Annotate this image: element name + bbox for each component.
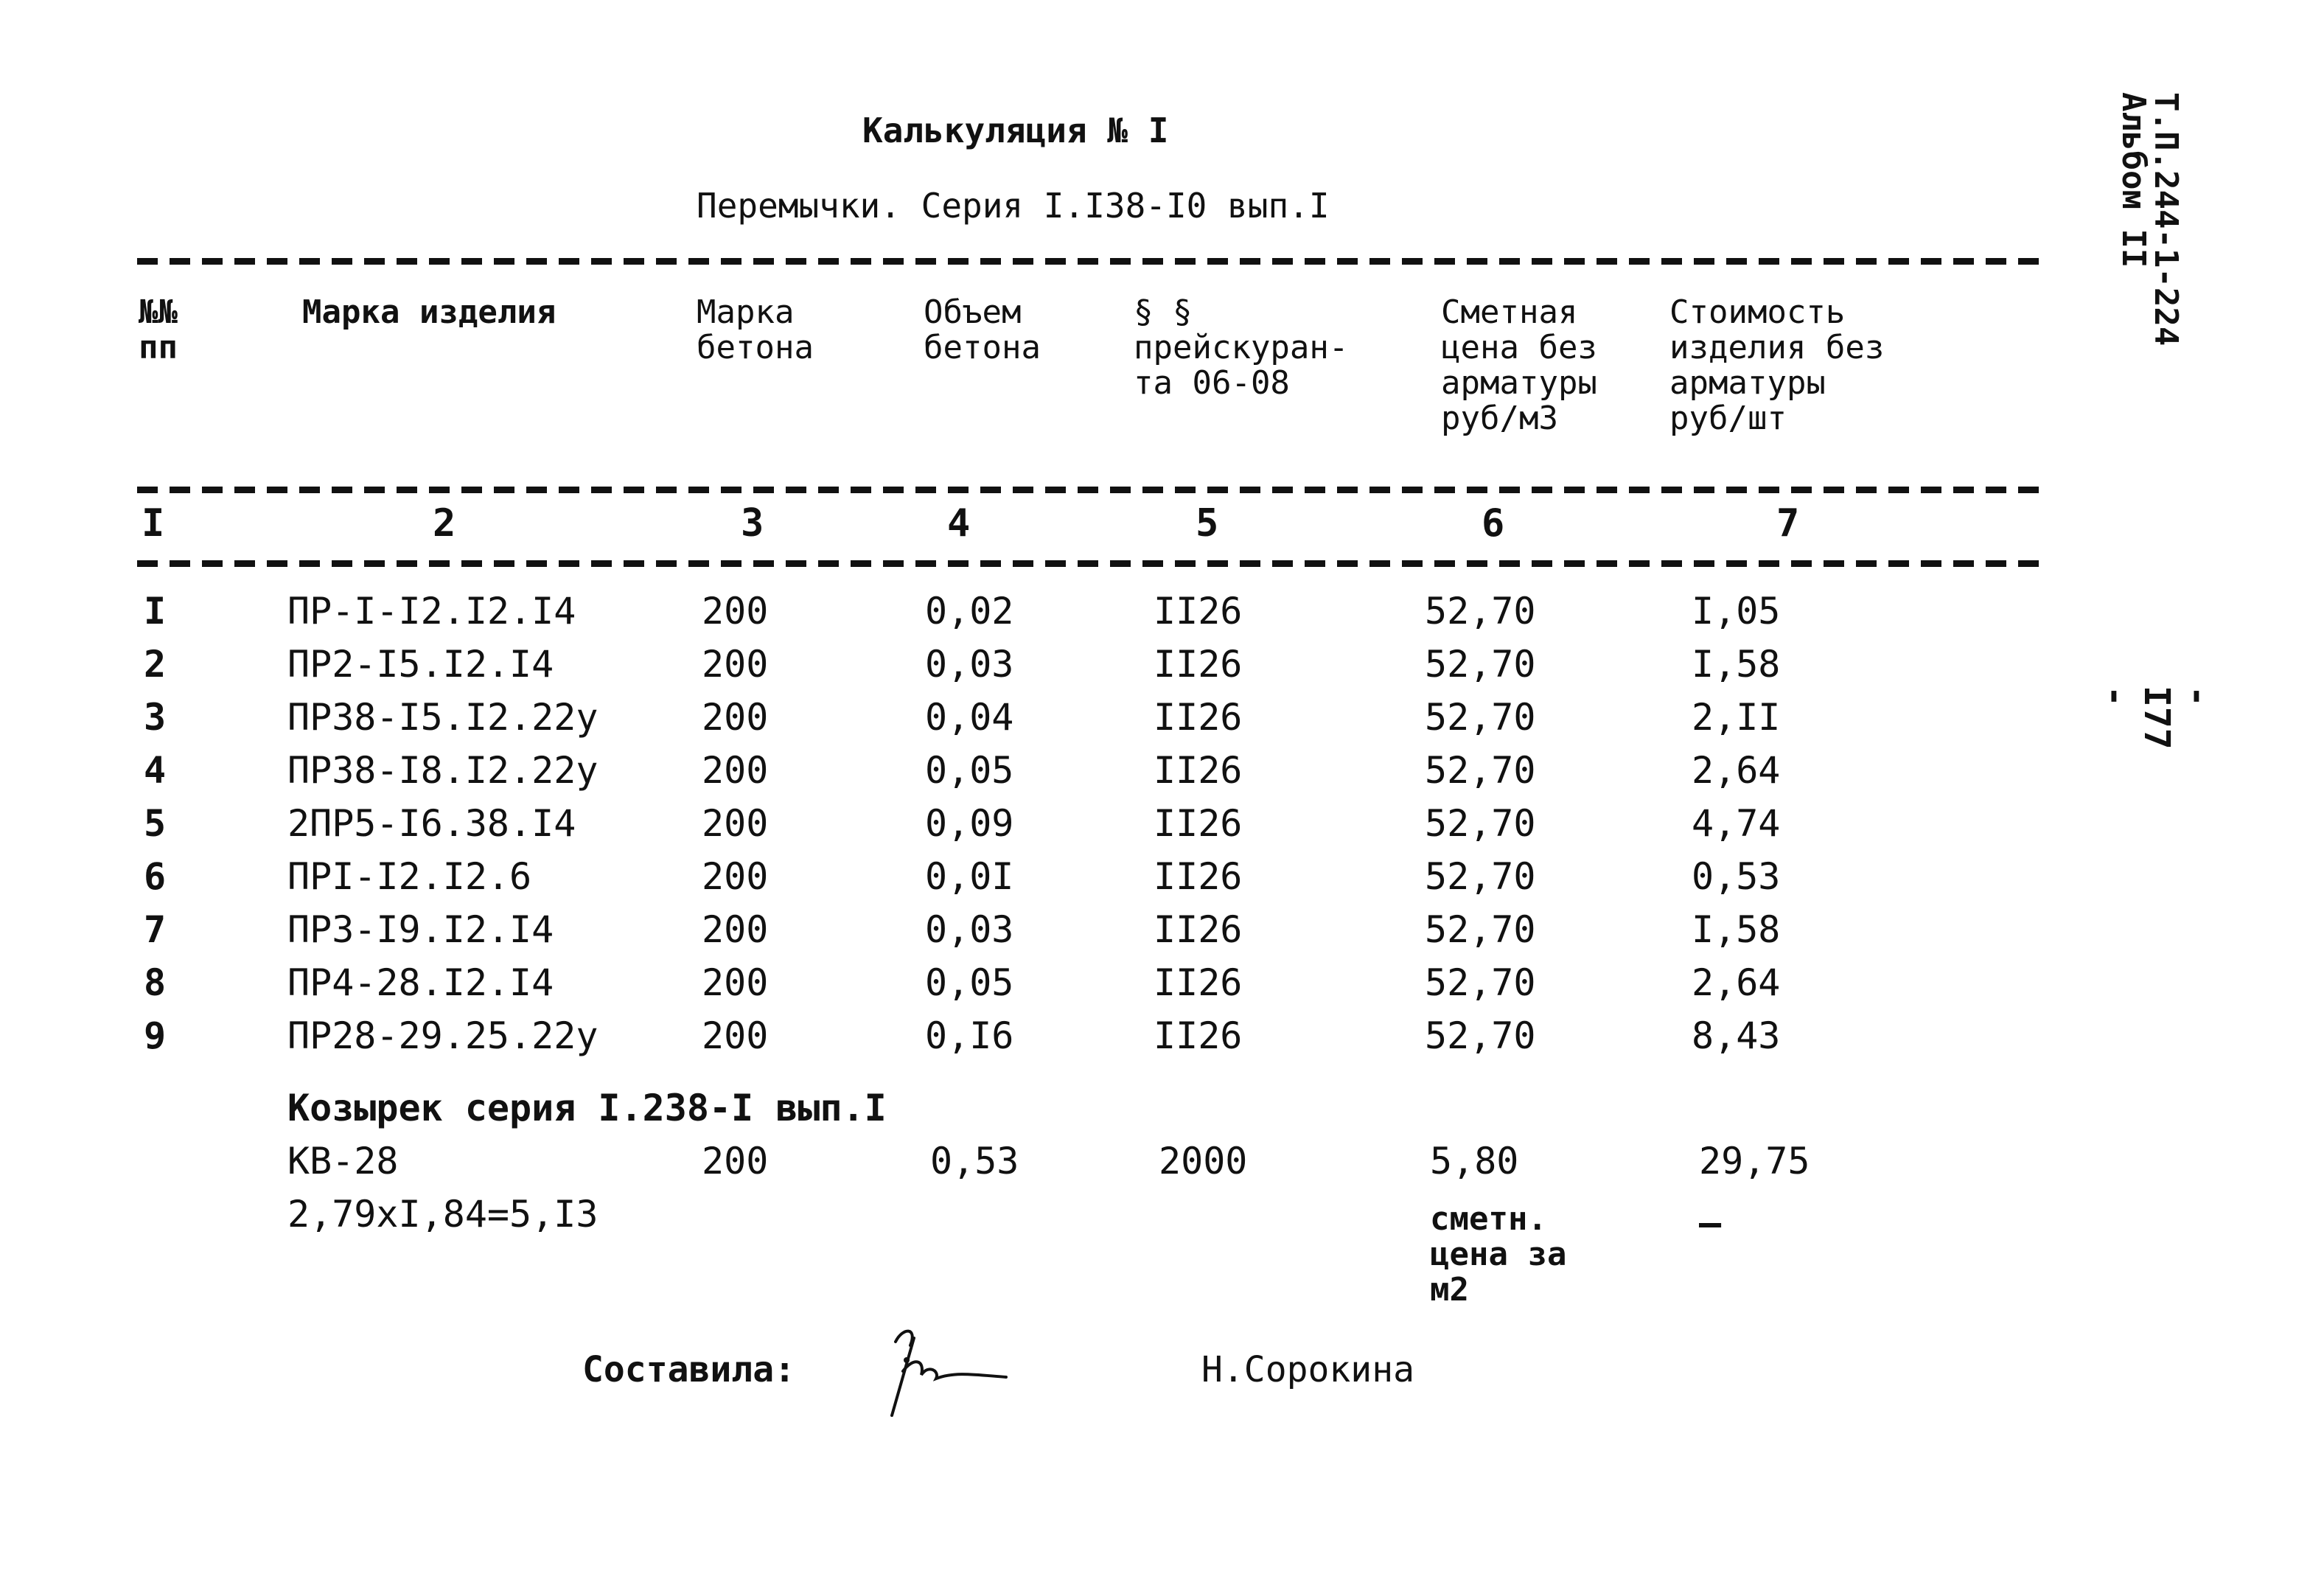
row-number: 3: [144, 696, 167, 739]
row-cost: 2,II: [1692, 696, 1781, 739]
row-number: I: [144, 590, 167, 633]
row-cost: 2,64: [1692, 749, 1781, 792]
col-header-volume: Объем бетона: [924, 293, 1041, 366]
row-price: 52,70: [1425, 749, 1536, 792]
row-mark: 2ПР5-I6.38.I4: [287, 802, 576, 845]
row-price: 52,70: [1425, 696, 1536, 739]
table-top-rule: [137, 258, 2046, 265]
col-header-number: №№ пп: [139, 293, 178, 366]
row-grade: 200: [702, 1014, 769, 1057]
row-volume: 0,0I: [925, 855, 1014, 898]
row-price: 52,70: [1425, 590, 1536, 633]
row-cost: I,05: [1692, 590, 1781, 633]
extra-heading: Козырек серия I.238-I вып.I: [287, 1087, 887, 1129]
row-grade: 200: [702, 590, 769, 633]
col-number-7: 7: [1776, 501, 1800, 546]
row-mark: ПР2-I5.I2.I4: [287, 643, 554, 686]
row-grade: 200: [702, 696, 769, 739]
row-volume: 0,I6: [925, 1014, 1014, 1057]
extra-section: 2000: [1159, 1140, 1248, 1182]
row-price: 52,70: [1425, 802, 1536, 845]
row-number: 5: [144, 802, 167, 845]
row-section: II26: [1154, 696, 1243, 739]
row-mark: ПР28-29.25.22у: [287, 1014, 599, 1057]
row-price: 52,70: [1425, 1014, 1536, 1057]
row-mark: ПР3-I9.I2.I4: [287, 908, 554, 951]
col-header-cost: Стоимость изделия без арматуры руб/шт: [1669, 293, 1885, 437]
row-price: 52,70: [1425, 855, 1536, 898]
col-number-6: 6: [1482, 501, 1505, 546]
row-section: II26: [1154, 802, 1243, 845]
row-number: 7: [144, 908, 167, 951]
col-header-mark: Марка изделия: [302, 293, 556, 331]
extra-cost-note: –: [1699, 1202, 1722, 1244]
row-number: 8: [144, 961, 167, 1004]
col-header-price: Сметная цена без арматуры руб/м3: [1441, 293, 1597, 437]
row-volume: 0,05: [925, 749, 1014, 792]
row-section: II26: [1154, 1014, 1243, 1057]
row-cost: 2,64: [1692, 961, 1781, 1004]
row-price: 52,70: [1425, 961, 1536, 1004]
extra-formula: 2,79хI,84=5,I3: [287, 1193, 599, 1236]
col-header-section: § § прейскуран- та 06-08: [1134, 293, 1349, 402]
column-numbers-rule: [137, 560, 2046, 567]
row-volume: 0,02: [925, 590, 1014, 633]
row-price: 52,70: [1425, 643, 1536, 686]
row-cost: 0,53: [1692, 855, 1781, 898]
row-grade: 200: [702, 802, 769, 845]
extra-price: 5,80: [1430, 1140, 1519, 1182]
row-section: II26: [1154, 749, 1243, 792]
album-code: Т.П.244-1-224 Альбом II: [2115, 92, 2185, 346]
row-volume: 0,03: [925, 643, 1014, 686]
row-section: II26: [1154, 961, 1243, 1004]
row-mark: ПР38-I8.I2.22у: [287, 749, 599, 792]
row-number: 2: [144, 643, 167, 686]
row-section: II26: [1154, 643, 1243, 686]
col-header-grade: Марка бетона: [697, 293, 814, 366]
col-number-4: 4: [947, 501, 971, 546]
row-number: 6: [144, 855, 167, 898]
col-number-1: I: [142, 501, 165, 546]
row-mark: ПР-I-I2.I2.I4: [287, 590, 576, 633]
compiled-label: Составила:: [582, 1349, 795, 1390]
row-number: 9: [144, 1014, 167, 1057]
col-number-3: 3: [741, 501, 764, 546]
row-grade: 200: [702, 749, 769, 792]
row-cost: I,58: [1692, 908, 1781, 951]
document-subtitle: Перемычки. Серия I.I38-I0 вып.I: [697, 186, 1330, 226]
row-mark: ПРI-I2.I2.6: [287, 855, 532, 898]
document-title: Калькуляция № I: [862, 111, 1169, 150]
row-number: 4: [144, 749, 167, 792]
row-volume: 0,05: [925, 961, 1014, 1004]
extra-mark: КВ-28: [287, 1140, 399, 1182]
row-volume: 0,04: [925, 696, 1014, 739]
row-section: II26: [1154, 590, 1243, 633]
row-mark: ПР4-28.I2.I4: [287, 961, 554, 1004]
row-mark: ПР38-I5.I2.22у: [287, 696, 599, 739]
row-grade: 200: [702, 908, 769, 951]
extra-volume: 0,53: [930, 1140, 1019, 1182]
row-cost: 8,43: [1692, 1014, 1781, 1057]
col-number-2: 2: [433, 501, 456, 546]
col-number-5: 5: [1196, 501, 1219, 546]
row-cost: 4,74: [1692, 802, 1781, 845]
row-section: II26: [1154, 855, 1243, 898]
extra-grade: 200: [702, 1140, 769, 1182]
extra-price-note: сметн. цена за м2: [1430, 1200, 1567, 1309]
extra-cost: 29,75: [1699, 1140, 1810, 1182]
row-grade: 200: [702, 855, 769, 898]
row-grade: 200: [702, 643, 769, 686]
header-bottom-rule: [137, 487, 2046, 493]
row-section: II26: [1154, 908, 1243, 951]
row-cost: I,58: [1692, 643, 1781, 686]
row-price: 52,70: [1425, 908, 1536, 951]
row-volume: 0,09: [925, 802, 1014, 845]
row-grade: 200: [702, 961, 769, 1004]
signature: [881, 1320, 1021, 1423]
page-number: - I77 -: [2095, 686, 2219, 750]
row-volume: 0,03: [925, 908, 1014, 951]
compiler-name: Н.Сорокина: [1201, 1349, 1414, 1390]
